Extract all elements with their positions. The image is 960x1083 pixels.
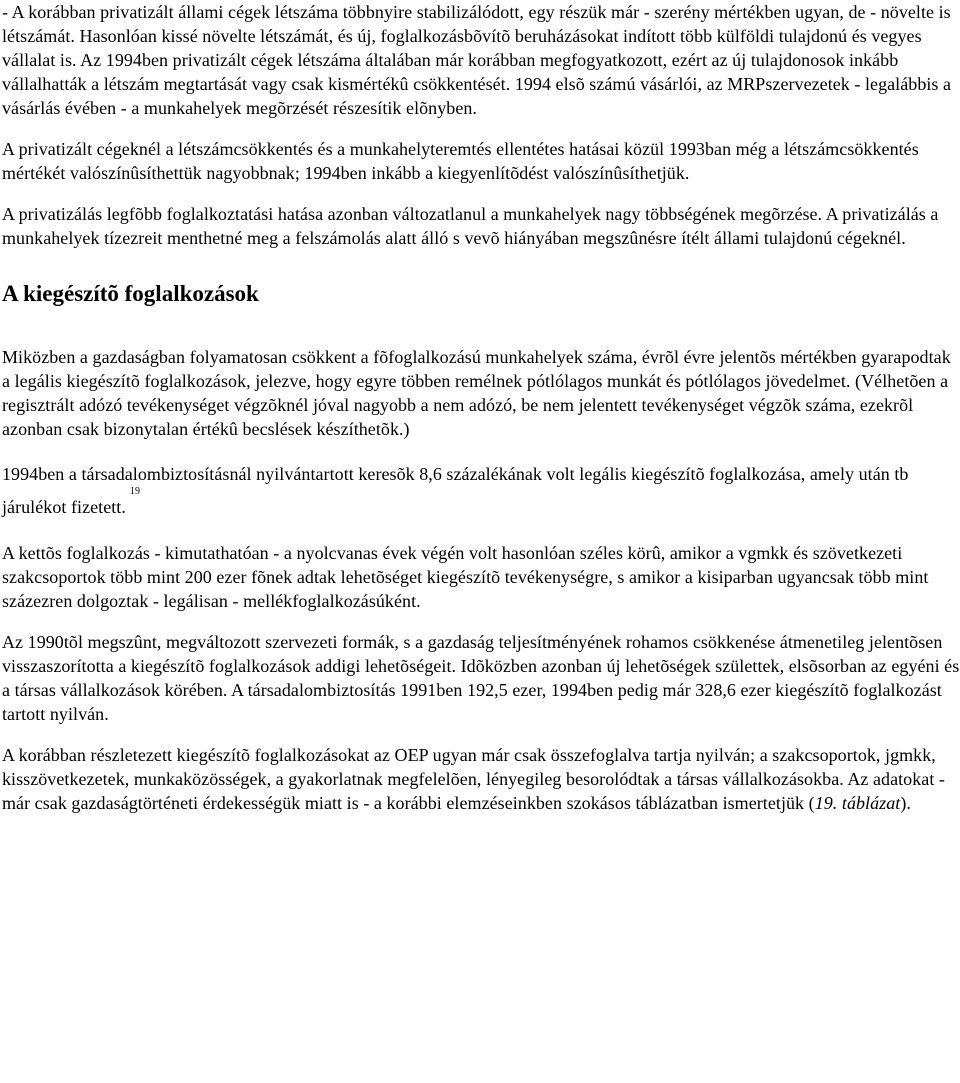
paragraph-oep-data bbox=[2, 743, 960, 815]
footnote-reference[interactable]: 19 bbox=[129, 486, 141, 497]
paragraph-text-end: ). bbox=[900, 793, 911, 813]
paragraph-privatized-headcount bbox=[2, 0, 960, 120]
paragraph-since-1990: Az 1990tõl megszûnt, megváltozott szervezeti formák, s a gazdaság teljesítményének rohamos csökkenése átmenetileg jelentõsen visszaszorította a kiegészítõ foglalkozások addigi lehetõségeit. Idõközben azonban új lehetõségek születtek, elsõsorban az egyéni és a társas vállalkozások körében. A társadalombiztosítás 1991ben 192,5 ezer, 1994ben pedig már 328,6 ezer kiegészítõ foglalkozást tartott nyilván. bbox=[2, 632, 960, 724]
paragraph-text: A korábban részletezett kiegészítõ foglalkozásokat az OEP ugyan már csak összefoglalva tartja nyilván; a szakcsoportok, jgmkk, kisszövetkezetek, munkaközösségek, a gyakorlatnak megfelelõen, lényegileg besorolódtak a társas vállalkozásokba. Az adatokat - már csak gazdaságtörténeti érdekességük miatt is - a korábbi elemzéseinkben szokásos táblázatban ismertetjük ( bbox=[2, 745, 945, 813]
paragraph-employment-effect: A privatizálás legfõbb foglalkoztatási hatása azonban változatlanul a munkahelyek nagy többségének megõrzése. A privatizálás a munkahelyek tízezreit menthetné meg a felszámolás alatt álló s vevõ hiányában megszûnésre ítélt állami tulajdonú cégeknél. bbox=[2, 204, 939, 248]
paragraph-supplementary-jobs: Miközben a gazdaságban folyamatosan csökkent a fõfoglalkozású munkahelyek száma, évrõl évre jelentõs mértékben gyarapodtak a legális kiegészítõ foglalkozások, jelezve, hogy egyre többen remélnek pótlólagos munkát és pótlólagos jövedelmet. (Vélhetõen a regisztrált adózó tevékenységet végzõknél jóval nagyobb a nem adózó, be nem jelentett tevékenységet végzõk száma, ezekrõl azonban csak bizonytalan értékû becslések készíthetõk.) bbox=[2, 347, 951, 439]
paragraph-text: 1994ben a társadalombiztosításnál nyilvántartott keresõk 8,6 százalékának volt legális kiegészítõ foglalkozása, amely után tb járulékot fizetett. bbox=[2, 464, 909, 517]
section-heading: A kiegészítõ foglalkozások bbox=[2, 281, 259, 306]
paragraph-1994-stats bbox=[2, 458, 960, 524]
paragraph-dual-employment: A kettõs foglalkozás - kimutathatóan - a nyolcvanas évek végén volt hasonlóan széles körû, amikor a vgmkk és szövetkezeti szakcsoportok több mint 200 ezer fõnek adtak lehetõséget kiegészítõ tevékenységre, s amikor a kisiparban ugyancsak több mint százezren dolgoztak - legálisan - mellékfoglalkozásúként. bbox=[2, 543, 929, 611]
paragraph-text: - A korábban privatizált állami cégek létszáma többnyire stabilizálódott, egy részük már - szerény mértékben ugyan, de - növelte is létszámát. Hasonlóan kissé növelte létszámát, és új, foglalkozásbõvítõ beruházásokat indított több külföldi tulajdonú és vegyes vállalat is. Az 1994ben privatizált cégek létszáma általában már korábban megfogyatkozott, ezért az új tulajdonosok inkább vállalhatták a létszám megtartását vagy csak kismértékû csökkentését. 1994 elsõ számú vásárlói, az MRPszervezetek - legalábbis a vásárlás évében - a munkahelyek megõrzését részesítik elõnyben. bbox=[2, 2, 952, 118]
table-reference: 19. táblázat bbox=[814, 793, 901, 813]
paragraph-headcount-effects: A privatizált cégeknél a létszámcsökkentés és a munkahelyteremtés ellentétes hatásai közül 1993ban még a létszámcsökkentés mértékét valószínûsíthettük nagyobbnak; 1994ben inkább a kiegyenlítõdést valószínûsíthetjük. bbox=[2, 139, 919, 183]
